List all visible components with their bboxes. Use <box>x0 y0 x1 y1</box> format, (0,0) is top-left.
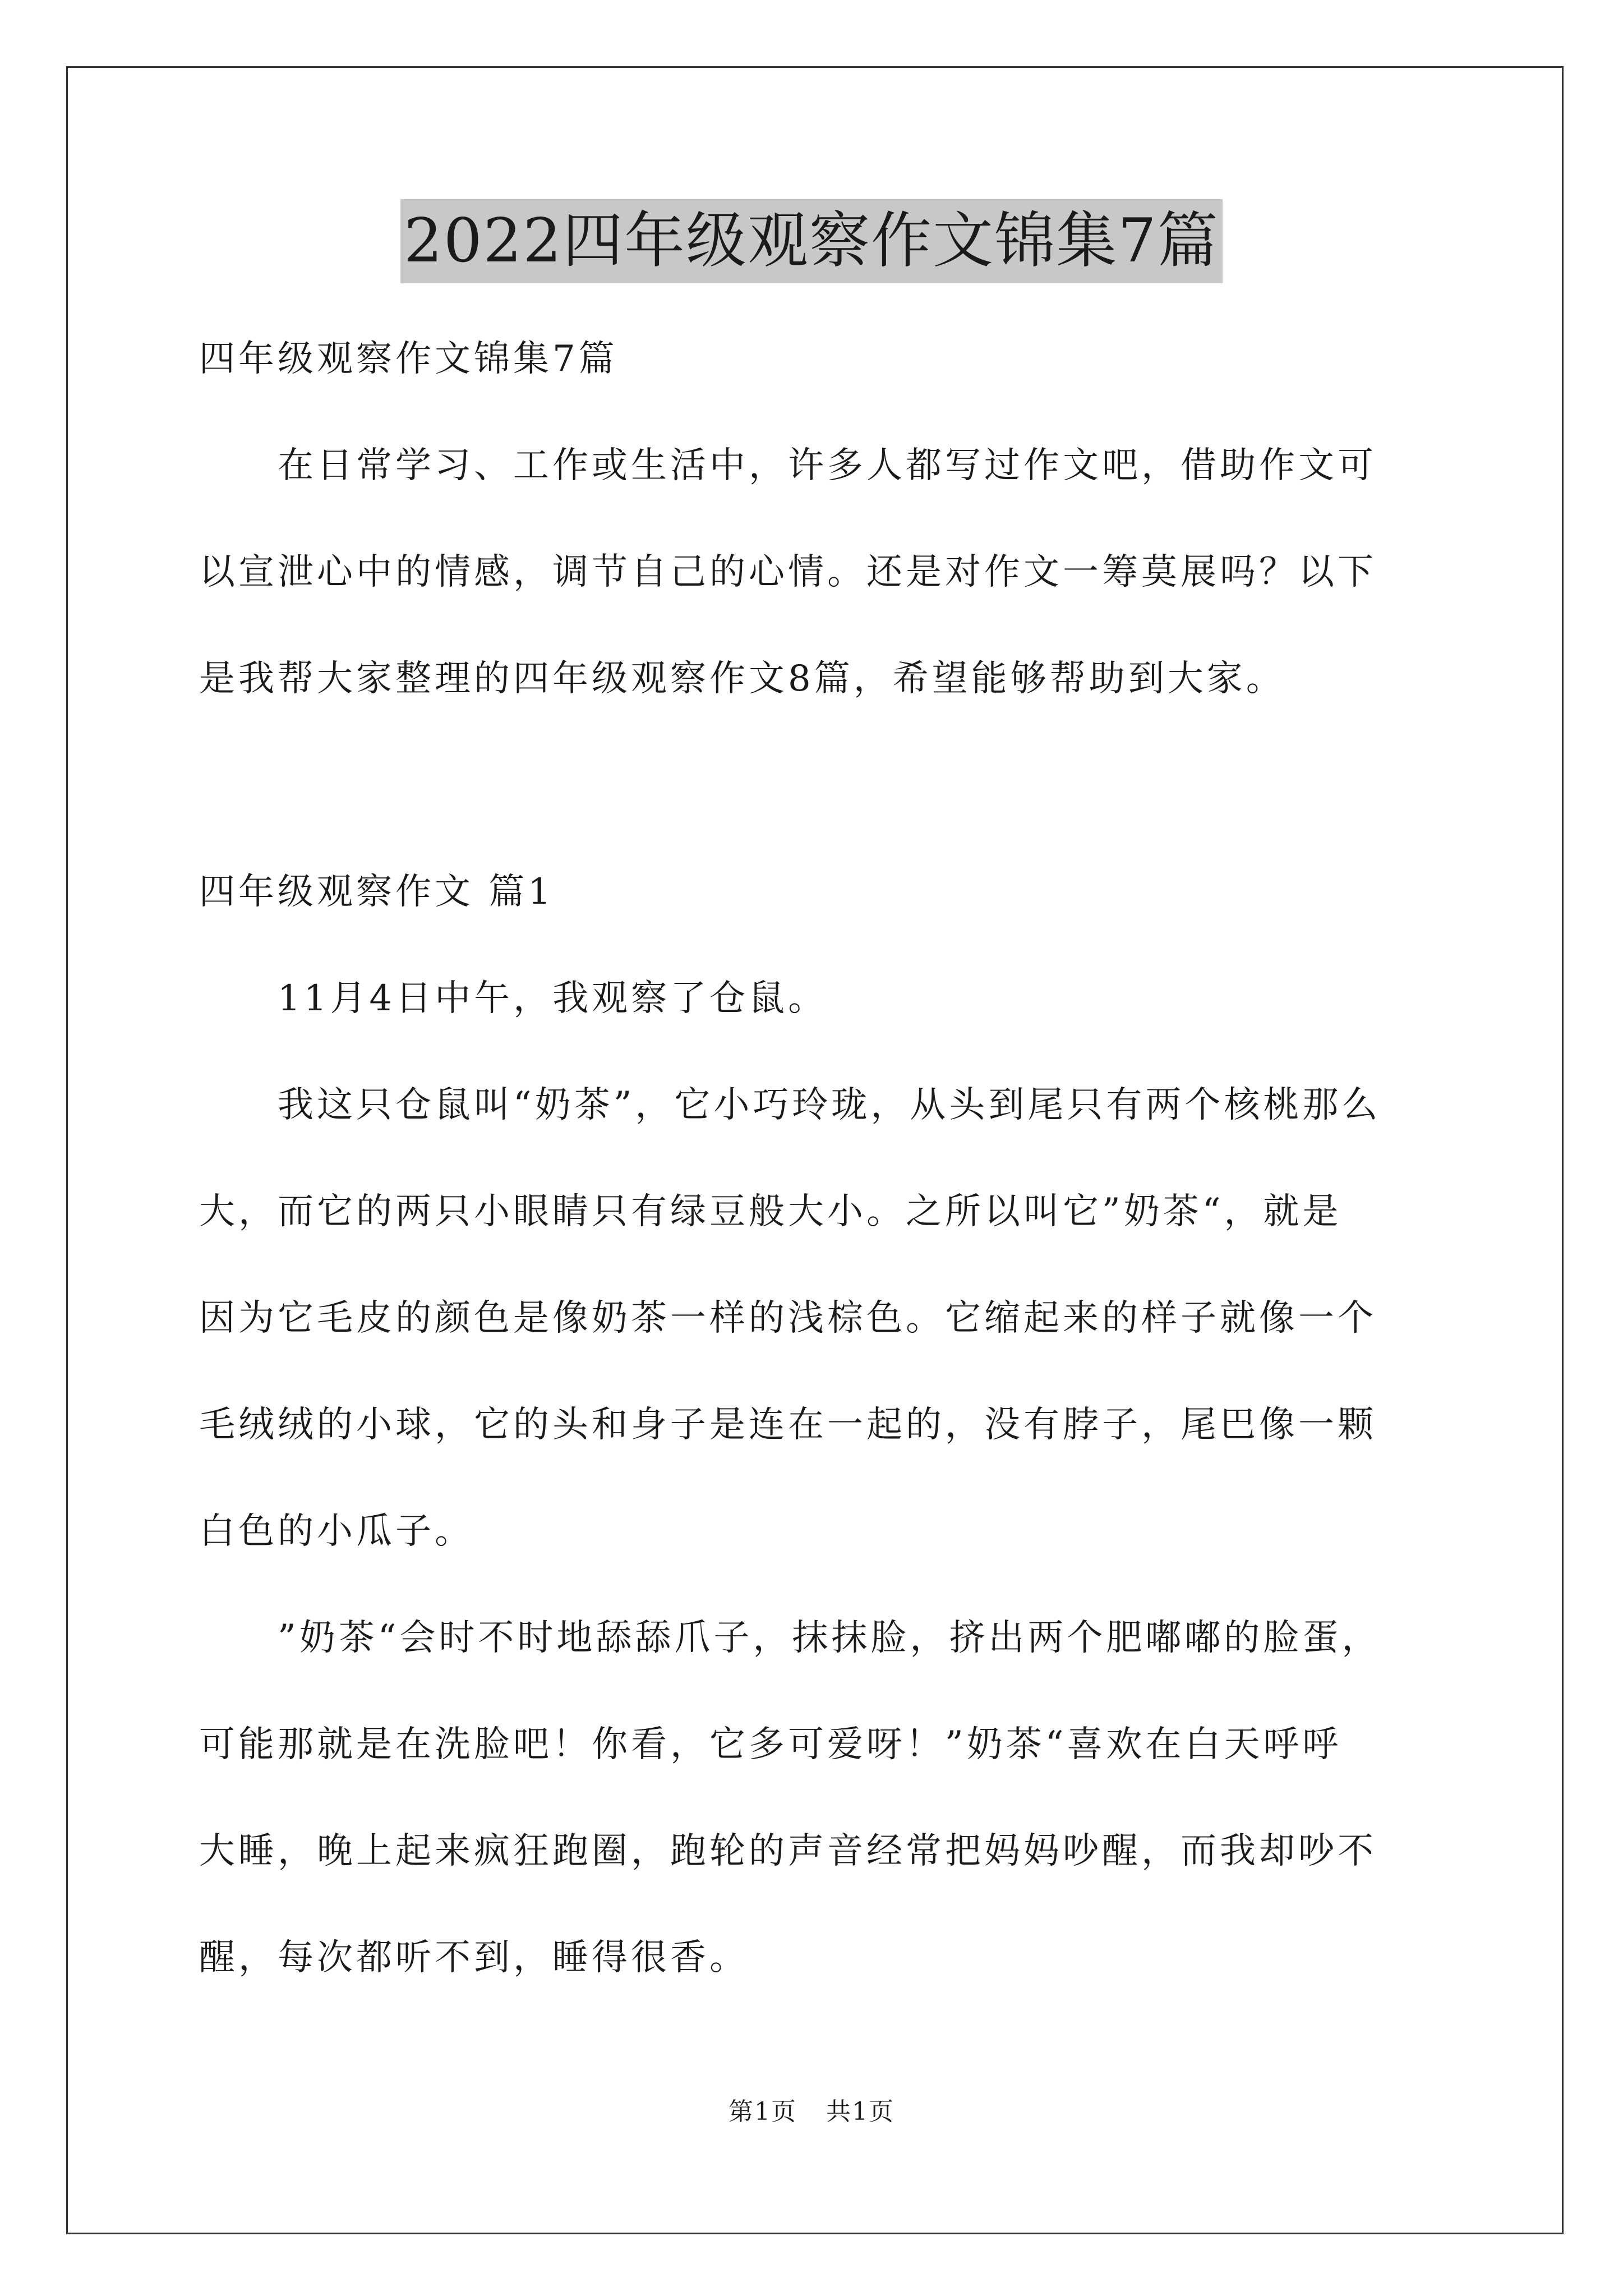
paragraph-line: 大，而它的两只小眼睛只有绿豆般大小。之所以叫它”奶茶“，就是 <box>199 1191 1342 1232</box>
document-body <box>199 306 1450 2011</box>
paragraph-line: 因为它毛皮的颜色是像奶茶一样的浅棕色。它缩起来的样子就像一个 <box>199 1297 1377 1339</box>
paragraph-line: 毛绒绒的小球，它的头和身子是连在一起的，没有脖子，尾巴像一颗 <box>199 1404 1377 1446</box>
page-total: 共1页 <box>826 2097 895 2126</box>
document-title: 2022四年级观察作文锦集7篇 <box>400 199 1223 283</box>
paragraph-line: 白色的小瓜子。 <box>199 1511 474 1552</box>
document-subtitle: 四年级观察作文锦集7篇 <box>199 338 618 380</box>
title-container <box>0 199 1623 283</box>
intro-line: 是我帮大家整理的四年级观察作文8篇，希望能够帮助到大家。 <box>199 658 1285 700</box>
paragraph-line: 醒，每次都听不到，睡得很香。 <box>199 1937 749 1978</box>
paragraph-line: 我这只仓鼠叫“奶茶”，它小巧玲珑，从头到尾只有两个核桃那么 <box>278 1084 1381 1126</box>
section-gap <box>199 732 1450 839</box>
paragraph-line: 大睡，晚上起来疯狂跑圈，跑轮的声音经常把妈妈吵醒，而我却吵不 <box>199 1830 1377 1872</box>
page-footer <box>0 2095 1623 2129</box>
section-heading: 四年级观察作文 篇1 <box>199 871 555 913</box>
paragraph-line: 可能那就是在洗脸吧！你看，它多可爱呀！”奶茶“喜欢在白天呼呼 <box>199 1724 1342 1765</box>
paragraph-line: ”奶茶“会时不时地舔舔爪子，抹抹脸，挤出两个肥嘟嘟的脸蛋， <box>278 1617 1381 1659</box>
intro-line: 以宣泄心中的情感，调节自己的心情。还是对作文一筹莫展吗？以下 <box>199 551 1377 593</box>
paragraph-line: 11月4日中午，我观察了仓鼠。 <box>278 978 828 1019</box>
intro-line: 在日常学习、工作或生活中，许多人都写过作文吧，借助作文可 <box>278 445 1377 486</box>
page-number: 第1页 <box>728 2097 797 2126</box>
